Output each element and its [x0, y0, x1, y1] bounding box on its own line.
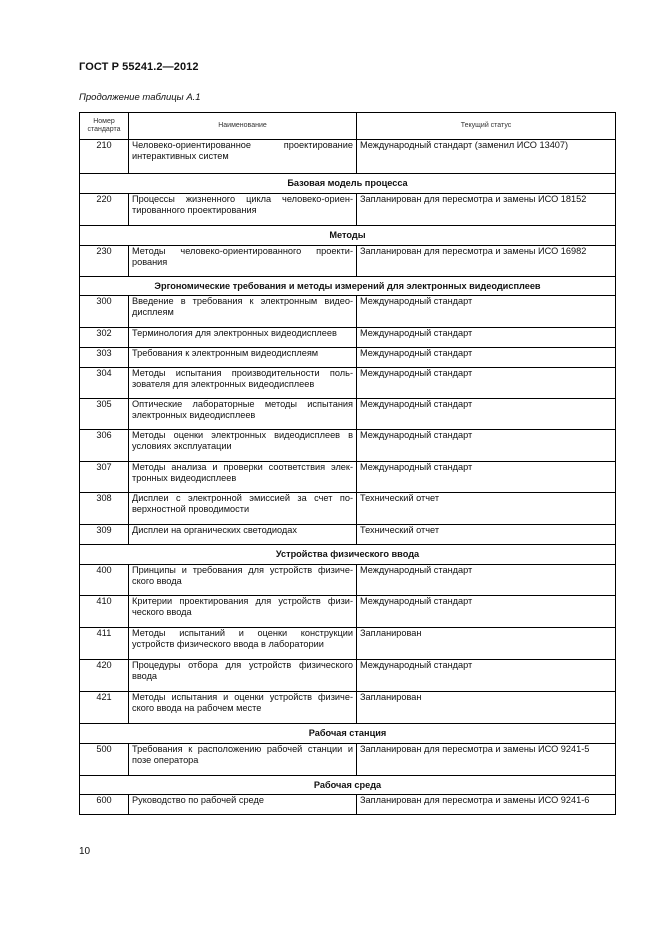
standard-status: Международный стандарт — [357, 368, 616, 399]
standard-name: Методы оценки электронных видеодисплеев в условиях эксплуатации — [129, 430, 357, 462]
standard-status: Технический отчет — [357, 525, 616, 545]
table-row — [80, 596, 616, 628]
table-row — [80, 692, 616, 724]
standard-status: Запланирован — [357, 692, 616, 724]
table-section-row — [80, 776, 616, 795]
standard-number: 500 — [80, 744, 129, 776]
standard-name: Процедуры отбора для устройств физического ввода — [129, 660, 357, 692]
standard-number: 421 — [80, 692, 129, 724]
table-row — [80, 194, 616, 226]
column-header-number: Номер стандарта — [80, 113, 129, 140]
standard-number: 220 — [80, 194, 129, 226]
standard-name: Введение в требования к электронным видеодисплеям — [129, 296, 357, 328]
document-id: ГОСТ Р 55241.2—2012 — [79, 61, 199, 73]
standard-status: Международный стандарт — [357, 430, 616, 462]
table-continuation-caption: Продолжение таблицы А.1 — [79, 92, 201, 103]
table-row — [80, 368, 616, 399]
standard-name: Критерии проектирования для устройств физического ввода — [129, 596, 357, 628]
standard-status: Международный стандарт (заменил ИСО 13407) — [357, 140, 616, 174]
standard-number: 411 — [80, 628, 129, 660]
table-row — [80, 246, 616, 277]
table-row — [80, 628, 616, 660]
section-title: Рабочая станция — [80, 724, 616, 744]
column-header-name: Наименование — [129, 113, 357, 140]
table-row — [80, 660, 616, 692]
section-title: Методы — [80, 226, 616, 246]
table-row — [80, 744, 616, 776]
standard-name: Терминология для электронных видеодисплеев — [129, 328, 357, 348]
standard-number: 420 — [80, 660, 129, 692]
standard-number: 400 — [80, 565, 129, 596]
standard-status: Запланирован для пересмотра и замены ИСО 18152 — [357, 194, 616, 226]
standard-name: Процессы жизненного цикла человеко-ориентированного проектирования — [129, 194, 357, 226]
table-header-row — [80, 113, 616, 140]
table-row — [80, 565, 616, 596]
standard-name: Методы испытания производительности пользователя для электронных видеодисплеев — [129, 368, 357, 399]
table-section-row — [80, 174, 616, 194]
page-number: 10 — [79, 846, 91, 857]
table-row — [80, 296, 616, 328]
standard-name: Принципы и требования для устройств физического ввода — [129, 565, 357, 596]
standard-name: Требования к расположению рабочей станции и позе оператора — [129, 744, 357, 776]
table-row — [80, 328, 616, 348]
table-row — [80, 348, 616, 368]
standard-name: Методы человеко-ориентированного проектирования — [129, 246, 357, 277]
standard-number: 230 — [80, 246, 129, 277]
standard-number: 308 — [80, 493, 129, 525]
section-title: Рабочая среда — [80, 776, 616, 795]
standard-status: Международный стандарт — [357, 462, 616, 493]
table-row — [80, 140, 616, 174]
standards-table — [79, 112, 616, 815]
section-title: Эргономические требования и методы измерений для электронных видеодисплеев — [80, 277, 616, 296]
standard-name: Оптические лабораторные методы испытания электронных видеодисплеев — [129, 399, 357, 430]
table-section-row — [80, 724, 616, 744]
standard-name: Дисплеи на органических светодиодах — [129, 525, 357, 545]
section-title: Базовая модель процесса — [80, 174, 616, 194]
standard-name: Требования к электронным видеодисплеям — [129, 348, 357, 368]
table-row — [80, 525, 616, 545]
table-row — [80, 795, 616, 815]
standard-status: Международный стандарт — [357, 596, 616, 628]
standard-status: Запланирован — [357, 628, 616, 660]
standard-status: Запланирован для пересмотра и замены ИСО 16982 — [357, 246, 616, 277]
table-body — [80, 140, 616, 815]
standard-number: 309 — [80, 525, 129, 545]
standard-name: Руководство по рабочей среде — [129, 795, 357, 815]
standard-number: 306 — [80, 430, 129, 462]
table-row — [80, 462, 616, 493]
table-section-row — [80, 545, 616, 565]
standard-number: 307 — [80, 462, 129, 493]
standard-status: Запланирован для пересмотра и замены ИСО 9241-5 — [357, 744, 616, 776]
standard-number: 305 — [80, 399, 129, 430]
standard-name: Методы испытания и оценки устройств физического ввода на рабочем месте — [129, 692, 357, 724]
table-row — [80, 399, 616, 430]
standard-name: Дисплеи с электронной эмиссией за счет поверхностной проводимости — [129, 493, 357, 525]
standard-status: Международный стандарт — [357, 296, 616, 328]
standard-name: Человеко-ориентированное проектирование интерактивных систем — [129, 140, 357, 174]
standard-status: Международный стандарт — [357, 565, 616, 596]
standard-status: Технический отчет — [357, 493, 616, 525]
standard-name: Методы анализа и проверки соответствия электронных видеодисплеев — [129, 462, 357, 493]
standard-status: Запланирован для пересмотра и замены ИСО 9241-6 — [357, 795, 616, 815]
standard-status: Международный стандарт — [357, 328, 616, 348]
table-section-row — [80, 277, 616, 296]
standard-name: Методы испытаний и оценки конструкции устройств физического ввода в лаборатории — [129, 628, 357, 660]
standard-status: Международный стандарт — [357, 660, 616, 692]
table-section-row — [80, 226, 616, 246]
standard-number: 303 — [80, 348, 129, 368]
table-row — [80, 493, 616, 525]
standard-number: 304 — [80, 368, 129, 399]
section-title: Устройства физического ввода — [80, 545, 616, 565]
column-header-status: Текущий статус — [357, 113, 616, 140]
standard-number: 210 — [80, 140, 129, 174]
standard-number: 600 — [80, 795, 129, 815]
table-row — [80, 430, 616, 462]
standard-number: 302 — [80, 328, 129, 348]
standard-status: Международный стандарт — [357, 348, 616, 368]
standard-status: Международный стандарт — [357, 399, 616, 430]
standard-number: 410 — [80, 596, 129, 628]
standard-number: 300 — [80, 296, 129, 328]
